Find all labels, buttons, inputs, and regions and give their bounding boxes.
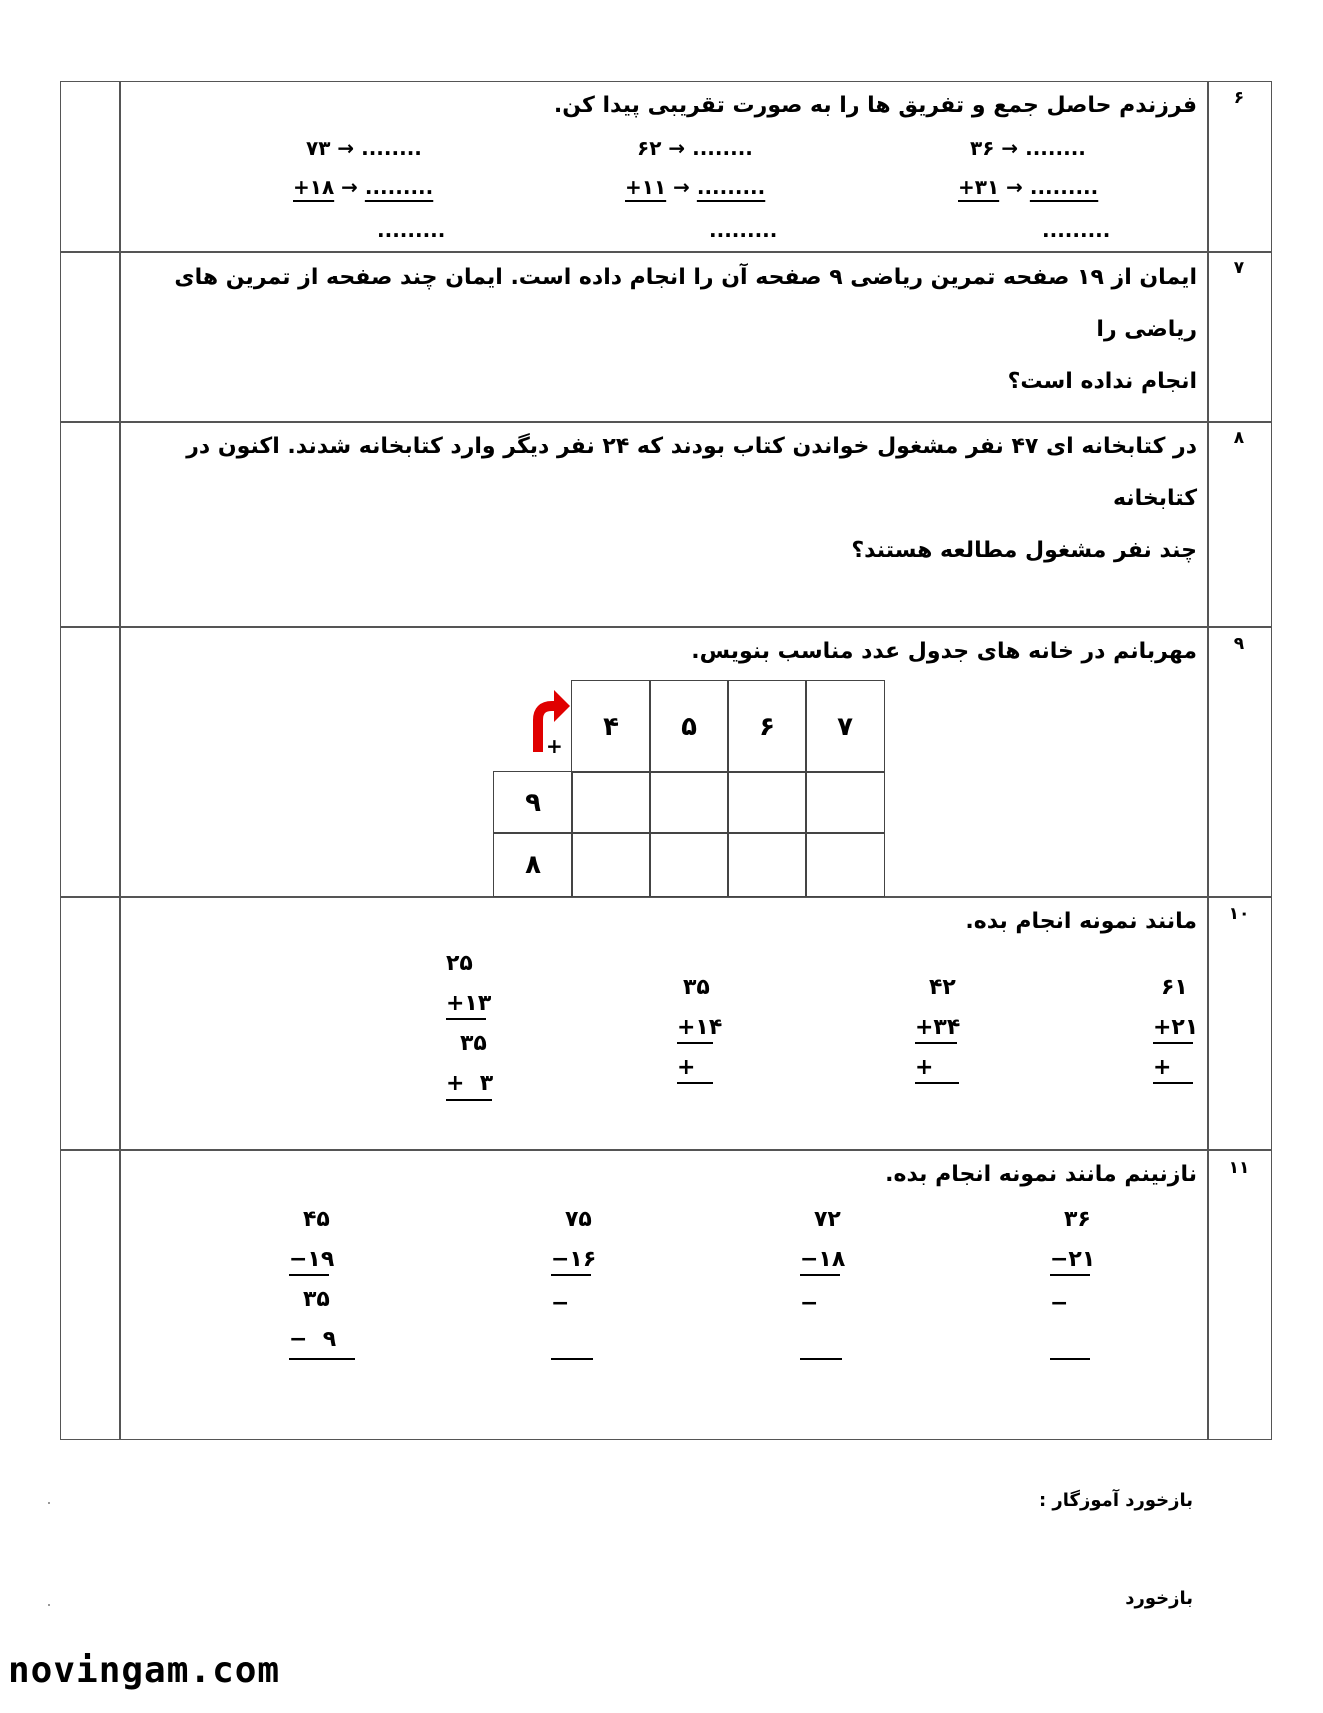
site-watermark: novingam.com <box>8 1650 281 1691</box>
table-row-header: ۹ <box>493 771 573 834</box>
sum-underline <box>446 1018 486 1020</box>
approx-answer: ......... <box>377 218 446 242</box>
approx-item: ۷۳ → ........ <box>306 136 422 160</box>
approx-answer: ......... <box>709 218 778 242</box>
stray-dot <box>48 1502 50 1504</box>
table-header-cell: ۶ <box>727 680 807 773</box>
difference-underline <box>551 1274 591 1276</box>
example-subtraction: ۴۵ −۱۹ ۳۵ − ۹ <box>289 1207 337 1352</box>
table-header-cell: ۴ <box>571 680 651 773</box>
question-text: مهربانم در خانه های جدول عدد مناسب بنویس. <box>691 639 1197 664</box>
question-number: ۱۱ <box>1228 1158 1250 1178</box>
approx-answer: ......... <box>1042 218 1111 242</box>
question-line: در کتابخانه ای ۴۷ نفر مشغول خواندن کتاب بودند که ۲۴ نفر دیگر وارد کتابخانه شدند. اکنون در کتابخانه <box>186 434 1197 511</box>
difference-underline <box>289 1358 355 1360</box>
question-number: ۹ <box>1233 634 1245 654</box>
subtraction-problem: ۷۵ −۱۶ − <box>551 1207 597 1316</box>
question-line: چند نفر مشغول مطالعه هستند؟ <box>851 538 1197 563</box>
answer-line[interactable] <box>915 1082 959 1084</box>
plus-operator: + <box>546 734 563 758</box>
sum-underline <box>446 1099 492 1101</box>
question-text <box>137 252 1197 408</box>
answer-cell[interactable] <box>727 832 807 897</box>
teacher-feedback-label: بازخورد آموزگار : <box>1038 1490 1193 1511</box>
answer-line[interactable] <box>677 1082 713 1084</box>
approx-item: ۳۶ → ........ <box>970 136 1086 160</box>
subtraction-problem: ۷۲ −۱۸ − <box>800 1207 846 1316</box>
table-header-cell: ۷ <box>805 680 885 773</box>
answer-line[interactable] <box>551 1358 593 1360</box>
addition-problem: ۶۱ +۲۱ + <box>1153 975 1199 1080</box>
question-line: ایمان از ۱۹ صفحه تمرین ریاضی ۹ صفحه آن را انجام داده است. ایمان چند صفحه از تمرین های ریاضی را <box>174 265 1197 342</box>
answer-cell[interactable] <box>571 771 651 834</box>
question-line: انجام نداده است؟ <box>1007 369 1197 394</box>
question-text: فرزندم حاصل جمع و تفریق ها را به صورت تقریبی پیدا کن. <box>553 93 1197 118</box>
feedback-label: بازخورد <box>1125 1588 1193 1609</box>
answer-cell[interactable] <box>805 771 885 834</box>
question-number: ۷ <box>1233 258 1245 278</box>
question-text <box>137 421 1197 577</box>
question-text: مانند نمونه انجام بده. <box>965 909 1197 934</box>
approx-item: +۳۱ → ......... <box>958 175 1099 199</box>
answer-cell[interactable] <box>805 832 885 897</box>
answer-cell[interactable] <box>727 771 807 834</box>
example-addition: ۲۵ +۱۳ ۳۵ + ۳ <box>446 951 494 1096</box>
difference-underline <box>800 1274 840 1276</box>
subtraction-problem: ۳۶ −۲۱ − <box>1050 1207 1096 1316</box>
answer-line[interactable] <box>800 1358 842 1360</box>
question-number: ۸ <box>1233 428 1245 448</box>
answer-cell[interactable] <box>649 832 729 897</box>
approx-item: ۶۲ → ........ <box>637 136 753 160</box>
answer-cell[interactable] <box>649 771 729 834</box>
sum-underline <box>915 1042 957 1044</box>
addition-problem: ۳۵ +۱۴ + <box>677 975 723 1080</box>
question-number: ۱۰ <box>1228 904 1250 924</box>
sum-underline <box>677 1042 713 1044</box>
approx-item: +۱۱ → ......... <box>625 175 766 199</box>
table-row-header: ۸ <box>493 832 573 897</box>
difference-underline <box>289 1274 329 1276</box>
difference-underline <box>1050 1274 1090 1276</box>
sum-underline <box>1153 1042 1193 1044</box>
question-number: ۶ <box>1233 88 1245 108</box>
table-header-cell: ۵ <box>649 680 729 773</box>
addition-problem: ۴۲ +۳۴ + <box>915 975 961 1080</box>
number-column-divider <box>1207 81 1209 1440</box>
stray-dot <box>48 1604 50 1606</box>
answer-line[interactable] <box>1050 1358 1090 1360</box>
question-text: نازنینم مانند نمونه انجام بده. <box>885 1162 1197 1187</box>
score-column-divider <box>119 81 121 1440</box>
answer-cell[interactable] <box>571 832 651 897</box>
approx-item: +۱۸ → ......... <box>293 175 434 199</box>
answer-line[interactable] <box>1153 1082 1193 1084</box>
